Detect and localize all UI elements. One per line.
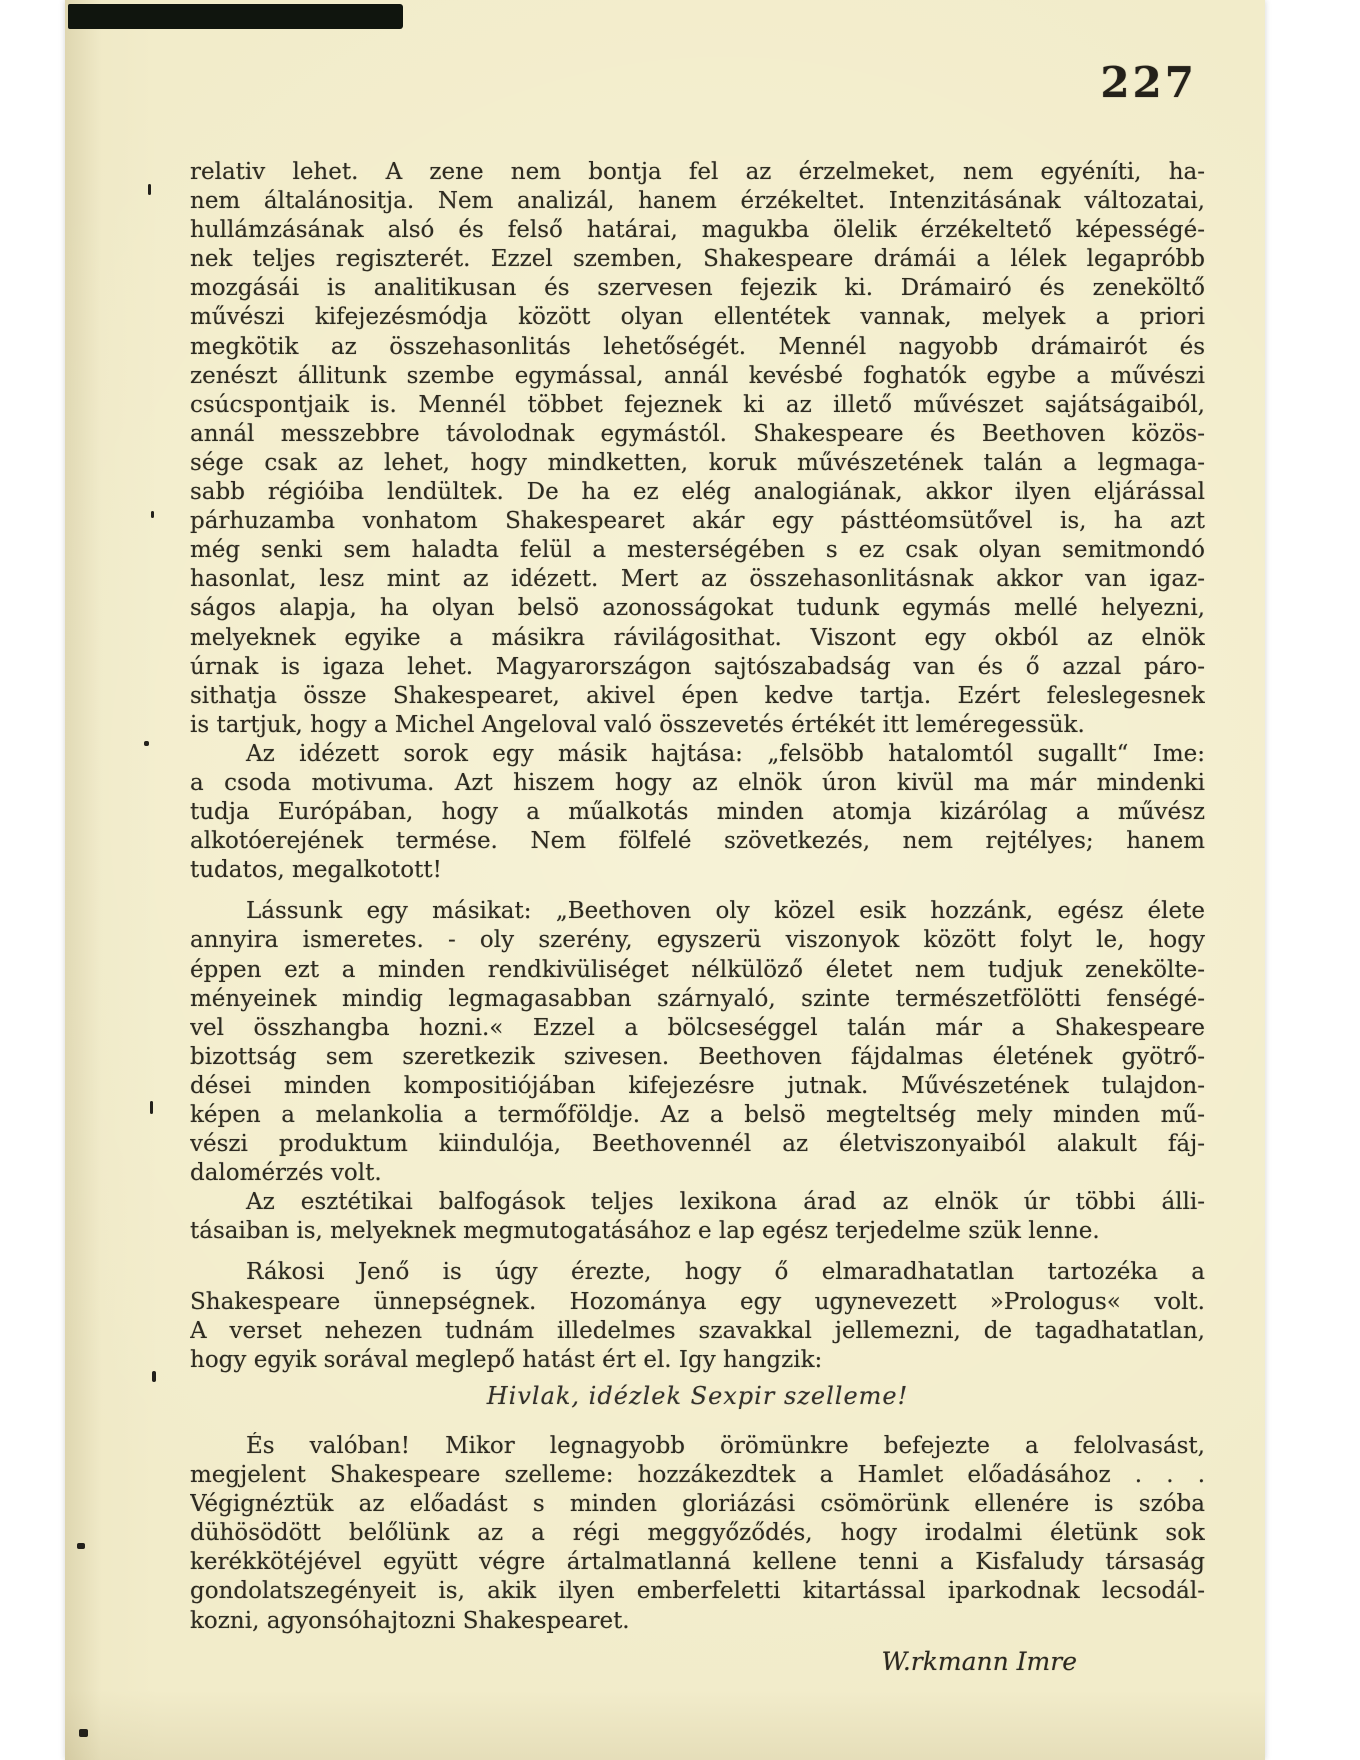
ink-speck (79, 1729, 88, 1737)
text-line: tásaiban is, melyeknek megmutogatásához e lap egész terjedelme szük lenne. (190, 1218, 1100, 1245)
text-line: dühösödött belőlünk az a régi meggyőződés, hogy irodalmi életünk sok (190, 1520, 1205, 1547)
text-line: kozni, agyonsóhajtozni Shakespearet. (190, 1607, 630, 1634)
text-line: ményeinek mindig legmagasabban szárnyaló, szinte természetfölötti fenségé- (190, 985, 1205, 1012)
text-line: még senki sem haladta felül a mesterségében s ez csak olyan semitmondó (190, 537, 1205, 564)
page-scan (65, 0, 1265, 1760)
text-line: csúcspontjaik is. Mennél többet fejeznek ki az illető művészet sajátságaiból, (190, 391, 1205, 418)
text-line: tudja Európában, hogy a műalkotás minden atomja kizárólag a művész (190, 799, 1205, 826)
text-line: hasonlat, lesz mint az idézett. Mert az összehasonlitásnak akkor van igaz- (190, 566, 1205, 593)
text-line: a csoda motivuma. Azt hiszem hogy az elnök úron kivül ma már mindenki (190, 769, 1205, 796)
ink-speck (144, 741, 149, 746)
text-line: annál messzebbre távolodnak egymástól. Shakespeare és Beethoven közös- (190, 420, 1205, 447)
text-line: dései minden kompositiójában kifejezésre jutnak. Művészetének tulajdon- (190, 1072, 1205, 1099)
ink-speck (148, 184, 151, 195)
text-line: Végignéztük az előadást s minden gloriázási csömörünk ellenére is szóba (190, 1491, 1205, 1518)
text-line: Shakespeare ünnepségnek. Hozománya egy ugynevezett »Prologus« volt. (190, 1288, 1205, 1315)
text-line: is tartjuk, hogy a Michel Angeloval való összevetés értékét itt leméregessük. (190, 711, 1085, 738)
text-line: kerékkötéjével együtt végre ártalmatlanná kellene tenni a Kisfaludy társaság (190, 1549, 1205, 1576)
ink-speck (77, 1543, 85, 1549)
text-line: éppen ezt a minden rendkivüliséget nélkülöző életet nem tudjuk zenekölte- (190, 956, 1205, 983)
text-line: megkötik az összehasonlitás lehetőségét. Mennél nagyobb drámairót és (190, 333, 1205, 360)
paragraph (190, 1432, 1205, 1636)
text-line: Az idézett sorok egy másik hajtása: „felsöbb hatalomtól sugallt“ Ime: (246, 740, 1205, 767)
text-line: annyira ismeretes. - oly szerény, egyszerü viszonyok között folyt le, hogy (190, 927, 1205, 954)
text-line: sabb régióiba lendültek. De ha ez elég analogiának, akkor ilyen eljárással (190, 479, 1205, 506)
paragraph (190, 897, 1205, 1188)
text-line: zenészt állitunk szembe egymással, annál kevésbé foghatók egybe a művészi (190, 362, 1205, 389)
text-line: És valóban! Mikor legnagyobb örömünkre befejezte a felolvasást, (246, 1432, 1205, 1459)
text-line: mozgásái is analitikusan és szervesen fejezik ki. Drámairó és zeneköltő (190, 275, 1205, 302)
text-line: Rákosi Jenő is úgy érezte, hogy ő elmaradhatatlan tartozéka a (246, 1259, 1205, 1286)
text-line: bizottság sem szeretkezik szivesen. Beethoven fájdalmas életének gyötrő- (190, 1043, 1205, 1070)
text-line: párhuzamba vonhatom Shakespearet akár egy pásttéomsütővel is, ha azt (190, 508, 1205, 535)
text-line: nek teljes regiszterét. Ezzel szemben, Shakespeare drámái a lélek legapróbb (190, 246, 1205, 273)
paragraph (190, 158, 1205, 740)
text-line: nem általánositja. Nem analizál, hanem érzékeltet. Intenzitásának változatai, (190, 188, 1205, 215)
text-line: képen a melankolia a termőföldje. Az a belsö megteltség mely minden mű- (190, 1102, 1205, 1128)
text-line: Lássunk egy másikat: „Beethoven oly közel esik hozzánk, egész élete (246, 898, 1205, 925)
text-line: tudatos, megalkotott! (190, 857, 442, 884)
author-signature: W.rkmann Imre (881, 1646, 1077, 1676)
text-line: relativ lehet. A zene nem bontja fel az érzelmeket, nem egyéníti, ha- (190, 159, 1205, 185)
text-line: úrnak is igaza lehet. Magyarországon sajtószabadság van és ő azzal páro- (190, 653, 1205, 680)
text-line: sége csak az lehet, hogy mindketten, koruk művészetének talán a legmaga- (190, 449, 1205, 476)
page-number: 227 (1100, 58, 1197, 107)
ink-speck (150, 1101, 153, 1114)
text-line: Az esztétikai balfogások teljes lexikona árad az elnök úr többi álli- (246, 1189, 1205, 1216)
text-line: melyeknek egyike a másikra rávilágosithat. Viszont egy okból az elnök (190, 624, 1205, 651)
text-line: vel összhangba hozni.« Ezzel a bölcseséggel talán már a Shakespeare (190, 1014, 1205, 1041)
text-line: hogy egyik sorával meglepő hatást ért el. Igy hangzik: (190, 1346, 823, 1373)
paragraph (190, 1188, 1205, 1246)
scan-edge-bar (68, 4, 403, 29)
text-line: gondolatszegényeit is, akik ilyen emberfeletti kitartással iparkodnak lecsodál- (190, 1578, 1205, 1605)
quote-line: Hivlak, idézlek Sexpir szelleme! (486, 1381, 909, 1410)
ink-speck (152, 1371, 156, 1382)
body-text (190, 158, 1205, 1676)
ink-speck (151, 511, 154, 518)
text-line: megjelent Shakespeare szelleme: hozzákezdtek a Hamlet előadásához . . . (190, 1462, 1205, 1489)
text-line: sithatja össze Shakespearet, akivel épen kedve tartja. Ezért feleslegesnek (190, 682, 1205, 709)
paragraph (190, 1258, 1205, 1374)
text-line: vészi produktum kiindulója, Beethovennél az életviszonyaiból alakult fáj- (190, 1131, 1205, 1158)
paragraph (190, 740, 1205, 885)
text-line: alkotóerejének termése. Nem fölfelé szövetkezés, nem rejtélyes; hanem (190, 828, 1205, 855)
text-line: ságos alapja, ha olyan belsö azonosságokat tudunk egymás mellé helyezni, (190, 595, 1205, 622)
text-line: A verset nehezen tudnám illedelmes szavakkal jellemezni, de tagadhatatlan, (190, 1317, 1205, 1344)
text-line: művészi kifejezésmódja között olyan ellentétek vannak, melyek a priori (190, 304, 1205, 331)
text-line: dalomérzés volt. (190, 1160, 382, 1187)
text-line: hullámzásának alsó és felső határai, magukba ölelik érzékeltető képességé- (190, 217, 1205, 244)
